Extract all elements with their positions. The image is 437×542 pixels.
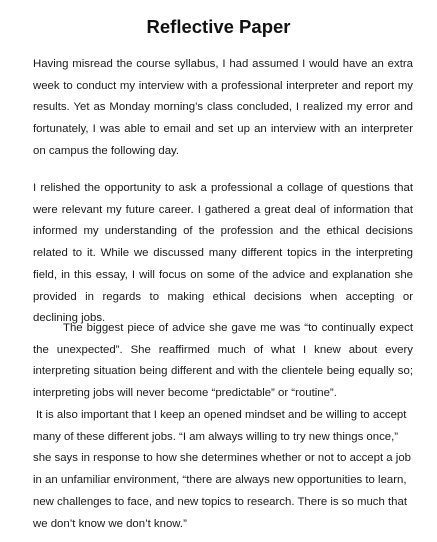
paragraph-open-mindset: It is also important that I keep an opened mindset and be willing to accept many of these different jobs. “I am always willing to try new things once,” she says in response to how she determines whether or not to accept a job in an unfamiliar environment, “there are always new opportunities to learn, new challenges to face, and new topics to research. There is so much that we don’t know we don’t know.” xyxy=(33,409,412,530)
paragraph-advice: The biggest piece of advice she gave me was “to continually expect the unexpected”. She reaffirmed much of what I knew about every interpreting situation being different and with the clientele being equally so; interpreting jobs will never become “predictable” or “routine”. xyxy=(33,322,413,400)
paragraph-opportunity: I relished the opportunity to ask a professional a collage of questions that were relevant my future career. I gathered a great deal of information that informed my understanding of the profession and the ethical decisions related to it. While we discussed many different topics in the interpreting field, in this essay, I will focus on some of the advice and explanation she provided in regards to making ethical decisions when accepting or declining jobs. xyxy=(33,182,413,325)
paragraph-intro: Having misread the course syllabus, I had assumed I would have an extra week to conduct my interview with a professional interpreter and report my results. Yet as Monday morning’s class concluded, I realized my error and fortunately, I was able to email and set up an interview with an interpreter on campus the following day. xyxy=(33,58,413,157)
page-title: Reflective Paper xyxy=(146,16,291,37)
